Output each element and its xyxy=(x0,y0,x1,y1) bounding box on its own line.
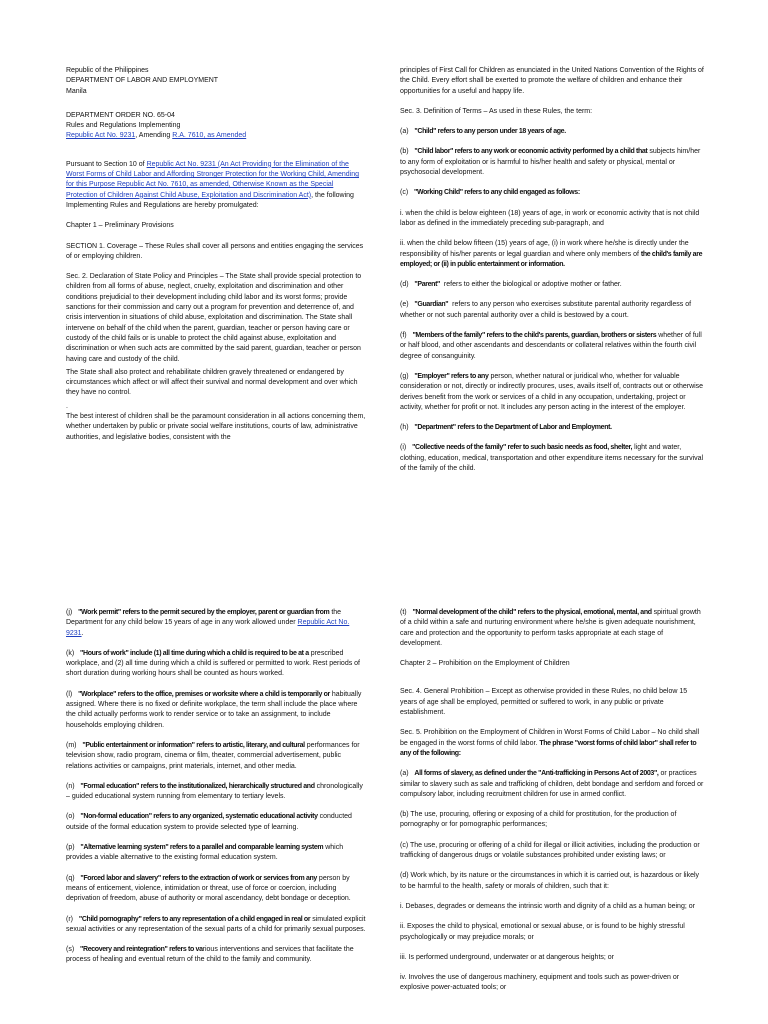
order-number: DEPARTMENT ORDER NO. 65-04 xyxy=(66,111,175,119)
def-t xyxy=(400,608,704,649)
def-s xyxy=(66,945,366,966)
def-a xyxy=(400,127,704,137)
worst-form-d-i: i. Debases, degrades or demeans the intrinsic worth and dignity of a child as a human being; or xyxy=(400,902,695,910)
header-republic: Republic of the Philippines xyxy=(66,67,149,74)
section-1: SECTION 1. Coverage – These Rules shall cover all persons and entities engaging the services of or employing children. xyxy=(66,242,364,260)
def-c-text: "Working Child" refers to any child engaged as follows: xyxy=(414,189,580,197)
def-p-text: which provides a viable alternative to the existing formal education system. xyxy=(66,844,344,862)
column-top-right xyxy=(400,66,704,484)
def-i xyxy=(400,443,704,474)
def-f-term: "Members of the family" refers to the child's parents, guardian, brothers or sisters xyxy=(412,332,657,340)
def-p-term: "Alternative learning system" refers to a parallel and comparable learning system xyxy=(80,844,324,852)
def-j-label: (j) xyxy=(66,609,73,616)
header-department: DEPARTMENT OF LABOR AND EMPLOYMENT xyxy=(66,77,219,85)
chapter-2-heading: Chapter 2 – Prohibition on the Employment of Children xyxy=(400,660,570,668)
def-c-label: (c) xyxy=(400,189,409,197)
def-m-text: performances for television show, radio program, cinema or film, theater, commercial advertisement, public relations activities or campaigns, print materials, internet, and other media. xyxy=(66,741,360,770)
column-bottom-left xyxy=(66,608,366,976)
def-t-term: "Normal development of the child" refers to the physical, emotional, mental, and xyxy=(412,609,652,616)
section-4: Sec. 4. General Prohibition – Except as otherwise provided in these Rules, no child below 15 years of age shall be employed, permitted or suffered to work, in any public or private establishment. xyxy=(400,688,688,717)
def-q-term: "Forced labor and slavery" refers to the extraction of work or services from any xyxy=(80,874,317,882)
def-m-term: "Public entertainment or information" refers to artistic, literary, and cultural xyxy=(82,741,305,749)
def-o-term: "Non-formal education" refers to any organized, systematic educational activity xyxy=(80,813,318,821)
def-g-term: "Employer" refers to any xyxy=(414,372,489,380)
column-top-left xyxy=(66,66,366,453)
def-h xyxy=(400,423,704,433)
def-d-label: (d) xyxy=(400,281,409,289)
def-o xyxy=(66,812,366,833)
header-block xyxy=(66,66,366,97)
def-l-text: habitually assigned. Where there is no fixed or definite workplace, the term shall include the place where the child actually performs work to render service or to take an assignment, to include households employing children. xyxy=(66,690,362,729)
worst-form-d-ii: ii. Exposes the child to physical, emotional or sexual abuse, or is found to be highly stressful psychologically or may prejudice morals; or xyxy=(400,923,685,941)
def-i-text: light and water, clothing, education, medical, transportation and other expenditure items necessary for the survival of the family of the child. xyxy=(400,444,704,473)
def-j-term: "Work permit" refers to the permit secured by the employer, parent or guardian from xyxy=(78,609,330,616)
def-o-label: (o) xyxy=(66,813,75,821)
def-j-ra-link[interactable]: Republic Act No. 9231 xyxy=(66,619,350,637)
header-city: Manila xyxy=(66,87,87,95)
preamble-ra-link[interactable]: Republic Act No. 9231 (An Act Providing for the Elimination of the Worst Forms of Child Labor and Affording Stronger Protection for the Working Child, Amending for this Purpose Republic Act No. 7610, as amended, Otherwise Known as the Special Protection of Children Against Child Abuse, Exploitation and Discrimination Act) xyxy=(66,160,359,199)
def-a-text: "Child" refers to any person under 18 years of age. xyxy=(414,128,566,136)
worst-form-a-label: (a) xyxy=(400,770,409,778)
def-e-term: "Guardian" xyxy=(414,301,449,309)
def-p xyxy=(66,843,366,864)
def-e-label: (e) xyxy=(400,301,409,309)
def-s-term: "Recovery and reintegration" refers to va xyxy=(80,946,203,954)
def-g-label: (g) xyxy=(400,372,409,380)
section-2-dot: . xyxy=(66,402,68,410)
worst-form-d-iv: iv. Involves the use of dangerous machinery, equipment and tools such as power-driven or explosive power-actuated tools; or xyxy=(400,974,680,992)
def-s-text: rious interventions and services that facilitate the process of healing and eventual return of the child to the family and community. xyxy=(66,946,354,964)
def-j: (j) "Work permit" refers to the permit secured by the employer, parent or guardian from the Department for any child below 15 years of age in any work allowed under Republic Act No. 9231. xyxy=(66,609,350,637)
def-q-label: (q) xyxy=(66,874,75,882)
def-l-label: (l) xyxy=(66,690,73,698)
def-n xyxy=(66,782,366,803)
worst-form-d: (d) Work which, by its nature or the circumstances in which it is carried out, is hazardous or likely to be harmful to the health, safety or morals of children, such that it: xyxy=(400,872,700,890)
worst-form-c: (c) The use, procuring or offering of a child for illegal or illicit activities, including the production or trafficking of dangerous drugs or volatile substances prohibited under existing laws; or xyxy=(400,841,700,860)
def-d-text: refers to either the biological or adoptive mother or father. xyxy=(443,281,622,289)
column-bottom-right xyxy=(400,608,704,1004)
def-e-text: refers to any person who exercises substitute parental authority regardless of whether or not such parental authority over a child is bestowed by a court. xyxy=(400,301,692,319)
section-3: Sec. 3. Definition of Terms – As used in these Rules, the term: xyxy=(400,107,593,115)
def-f xyxy=(400,331,704,362)
def-r xyxy=(66,915,366,936)
section-2-protect: The State shall also protect and rehabilitate children gravely threatened or endangered by circumstances which affect or will affect their survival and normal development and over which they have no control. xyxy=(66,368,358,397)
preamble-lead: Pursuant to Section 10 of xyxy=(66,160,147,168)
def-f-text: whether of full or half blood, and other ascendants and descendants or collateral relatives within the fourth civil degree of consanguinity. xyxy=(400,332,702,360)
def-b xyxy=(400,147,704,178)
ra-9231-link[interactable]: Republic Act No. 9231 xyxy=(66,132,136,140)
def-m xyxy=(66,741,366,772)
def-l-term: "Workplace" refers to the office, premises or worksite where a child is temporarily or xyxy=(78,690,330,698)
def-k-label: (k) xyxy=(66,649,75,657)
section-5 xyxy=(400,728,704,759)
section-5-phrase: The phrase "worst forms of child labor" shall refer to any of the following: xyxy=(400,739,697,757)
order-amending: , Amending xyxy=(135,132,171,140)
def-b-term: "Child labor" refers to any work or economic activity performed by a child that xyxy=(414,148,648,156)
def-c-i: i. when the child is below eighteen (18) years of age, in work or economic activity that is not child labor as defined in the immediately preceding sub-paragraph, and xyxy=(400,209,700,227)
def-h-label: (h) xyxy=(400,424,409,432)
worst-form-a xyxy=(400,769,704,800)
preamble xyxy=(66,160,366,211)
def-a-label: (a) xyxy=(400,128,409,136)
def-q-text: person by means of enticement, violence, intimidation or threat, use of force or coercion, including deprivation of freedom, abuse of authority or moral ascendancy, debt bondage or deception. xyxy=(66,874,351,903)
def-t-label: (t) xyxy=(400,609,407,616)
section-5-text: Sec. 5. Prohibition on the Employment of Children in Worst Forms of Child Labor – No child shall be engaged in the worst forms of child labor. xyxy=(400,729,700,747)
ra-7610-link[interactable]: R.A. 7610, as Amended xyxy=(172,132,247,140)
def-h-text: "Department" refers to the Department of Labor and Employment. xyxy=(414,424,612,432)
section-2-best-interest: The best interest of children shall be the paramount consideration in all actions concerning them, whether undertaken by public or private social welfare institutions, courts of law, administrative authorities, and legislative bodies, consistent with the xyxy=(66,413,366,441)
def-l xyxy=(66,690,366,731)
def-d-term: "Parent" xyxy=(414,281,441,289)
def-i-term: "Collective needs of the family" refer to such basic needs as food, shelter, xyxy=(412,444,633,452)
def-g xyxy=(400,372,704,413)
def-j-text: the Department for any child below 15 years of age in any work allowed under xyxy=(66,609,342,627)
preamble-tail: , the following Implementing Rules and Regulations are hereby promulgated: xyxy=(66,191,354,209)
def-n-term: "Formal education" refers to the institutionalized, hierarchically structured and xyxy=(80,782,315,790)
def-q xyxy=(66,874,366,905)
worst-form-b: (b) The use, procuring, offering or exposing of a child for prostitution, for the production of pornography or for pornographic performances; xyxy=(400,811,677,829)
def-s-label: (s) xyxy=(66,946,75,954)
def-o-text: conducted outside of the formal education system to provide selected type of learning. xyxy=(66,813,352,831)
def-b-label: (b) xyxy=(400,148,409,156)
def-r-label: (r) xyxy=(66,915,73,923)
def-f-label: (f) xyxy=(400,332,407,340)
def-b-text: subjects him/her to any form of exploitation or is harmful to his/her health and safety or physical, mental or psychosocial development. xyxy=(400,148,701,177)
def-t-text: spiritual growth of a child within a safe and nurturing environment where he/she is given adequate nourishment, care and protection and the opportunity to perform tasks appropriate at each stage of development. xyxy=(400,609,701,647)
def-c-ii-term: the child's family are employed; or (ii) in public entertainment or information. xyxy=(400,250,703,268)
worst-form-d-iii: iii. Is performed underground, underwater or at dangerous heights; or xyxy=(400,953,615,961)
worst-form-a-text: or practices similar to slavery such as sale and trafficking of children, debt bondage and serfdom and forced or compulsory labor, including recruitment children for use in armed conflict. xyxy=(400,770,704,798)
def-n-label: (n) xyxy=(66,782,75,790)
order-block xyxy=(66,111,366,142)
def-n-text: chronologically – guided educational system running from elementary to tertiary levels. xyxy=(66,782,363,801)
worst-form-a-term: All forms of slavery, as defined under the "Anti-trafficking in Persons Act of 2003", xyxy=(414,770,659,778)
section-2: Sec. 2. Declaration of State Policy and Principles – The State shall provide special protection to children from all forms of abuse, neglect, cruelty, exploitation and discrimination and other conditions prejudicial to their development including child labor and its worst forms; provide sanctions for their commission and carry out a program for prevention and deterrence of, and crisis intervention in situations of child abuse, exploitation and discrimination. The State shall intervene on behalf of the child when the parent, guardian, teacher or person having care or custody of the child fails or is unable to protect the child against abuse, exploitation and discrimination or when such acts are committed by the said parent, guardian, teacher or person having care and custody of the child. xyxy=(66,273,362,363)
section-2-continuation: principles of First Call for Children as enunciated in the United Nations Convention of the Rights of the Child. Every effort shall be exerted to promote the welfare of children and enhance their opportunities for a useful and happy life. xyxy=(400,67,704,95)
def-e xyxy=(400,300,704,321)
def-p-label: (p) xyxy=(66,844,75,852)
def-c xyxy=(400,188,704,198)
def-d xyxy=(400,280,704,290)
def-k-term: "Hours of work" include (1) all time during which a child is required to be at a xyxy=(80,649,309,657)
def-c-ii-text: ii. when the child below fifteen (15) years of age, (i) in work where he/she is directly under the responsibility of his/her parents or legal guardian and where only members of xyxy=(400,240,689,258)
def-k-text: prescribed workplace, and (2) all time during which a child is suffered or permitted to work. Rest periods of short duration during working hours shall be counted as hours worked. xyxy=(66,649,361,678)
chapter-1-heading: Chapter 1 – Preliminary Provisions xyxy=(66,222,174,230)
def-r-term: "Child pornography" refers to any representation of a child engaged in real or xyxy=(78,915,311,923)
def-c-ii xyxy=(400,239,704,270)
order-title: Rules and Regulations Implementing xyxy=(66,122,181,130)
def-r-text: simulated explicit sexual activities or any representation of the sexual parts of a child for primarily sexual purposes. xyxy=(66,915,366,933)
def-g-text: person, whether natural or juridical who, whether for valuable consideration or not, directly or indirectly procures, uses, avails itself of, contracts out or otherwise derives benefit from the work or services of a child in any occupation, undertaking, project or activity, whether for profit or not. It includes any person acting in the interest of the employer. xyxy=(400,372,704,411)
def-i-label: (i) xyxy=(400,444,407,452)
def-m-label: (m) xyxy=(66,741,77,749)
def-k xyxy=(66,649,366,680)
